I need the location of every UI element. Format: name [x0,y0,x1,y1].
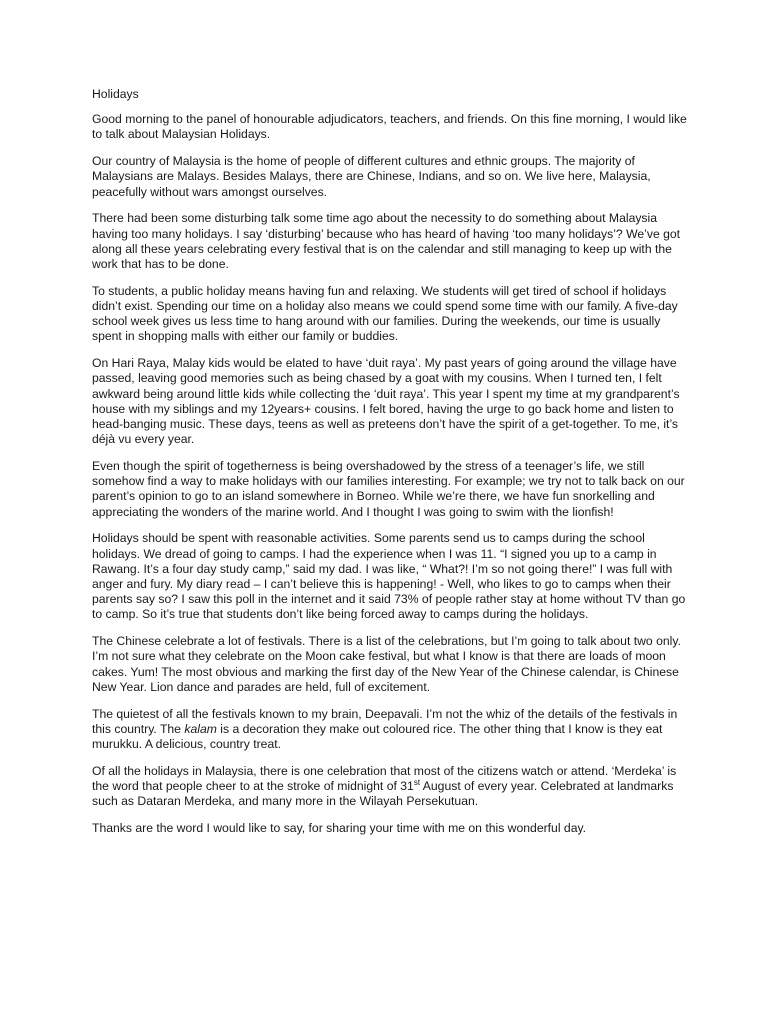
paragraph-hari-raya: On Hari Raya, Malay kids would be elated to have ‘duit raya’. My past years of going around the village have passed, leaving good memories such as being chased by a goat with my cousins. When I turned ten, I felt awkward being around little kids while collecting the ‘duit raya’. This year I spent my time at my grandparent’s house with my siblings and my 12years+ cousins. I felt bored, having the urge to go back home and listen to head-banging music. These days, teens as well as preteens don’t have the spirit of a get-together. To me, it’s déjà vu every year. [92,356,680,447]
paragraph-merdeka [92,764,692,810]
deepavali-text-start: The quietest of all the festivals known to my brain, Deepavali. I’m not the whiz of the details of the festivals in this country. The [92,706,678,736]
paragraph-greeting: Good morning to the panel of honourable adjudicators, teachers, and friends. On this fine morning, I would like to talk about Malaysian Holidays. [92,112,687,142]
paragraph-too-many-holidays: There had been some disturbing talk some time ago about the necessity to do something about Malaysia having too many holidays. I say ‘disturbing’ because who has heard of having ‘too many holidays’? We’ve got along all these years celebrating every festival that is on the calendar and still managing to keep up with the work that has to be done. [92,211,681,272]
paragraph-students: To students, a public holiday means having fun and relaxing. We students will get tired of school if holidays didn’t exist. Spending our time on a holiday also means we could spend some time with our family. A five-day school week gives us less time to hang around with our families. During the weekends, our time is usually spent in shopping malls with either our family or buddies. [92,283,678,344]
paragraph-deepavali [92,707,692,753]
paragraph-chinese-festivals: The Chinese celebrate a lot of festivals. There is a list of the celebrations, but I’m going to talk about two only. I’m not sure what they celebrate on the Moon cake festival, but what I know is that there are loads of moon cakes. Yum! The most obvious and marking the first day of the New Year of the Chinese calendar, is Chinese New Year. Lion dance and parades are held, full of excitement. [92,634,681,694]
ordinal-suffix: st [413,778,421,787]
deepavali-text-end: is a decoration they make out coloured rice. The other thing that I know is they eat murukku. A delicious, country treat. [92,721,663,752]
paragraph-camps: Holidays should be spent with reasonable activities. Some parents send us to camps during the school holidays. We dread of going to camps. I had the experience when I was 11. “I signed you up to a camp in Rawang. It’s a four day study camp,” said my dad. I was like, “ What?! I’m so not going there!” I was full with anger and fury. My diary read – I can’t believe this is happening! - Well, who likes to go to camps when their parents say so? I saw this poll in the internet and it said 73% of people rather stay at home without TV than go to camp. So it’s true that students don’t like being forced away to camps during the holidays. [92,531,686,622]
paragraph-thanks: Thanks are the word I would like to say, for sharing your time with me on this wonderful day. [92,821,587,836]
merdeka-text-end: August of every year. Celebrated at landmarks such as Dataran Merdeka, and many more in the Wilayah Persekutuan. [92,779,674,809]
document-title: Holidays [92,87,139,101]
merdeka-text-start: Of all the holidays in Malaysia, there is one celebration that most of the citizens watch or attend. ‘Merdeka’ is the word that people cheer to at the stroke of midnight of 31 [92,763,677,794]
kalam-word: kalam [184,721,217,736]
document-page [92,87,692,848]
paragraph-country: Our country of Malaysia is the home of people of different cultures and ethnic groups. The majority of Malaysians are Malays. Besides Malays, there are Chinese, Indians, and so on. We live here, Malaysia, peacefully without wars amongst ourselves. [92,154,651,199]
paragraph-togetherness: Even though the spirit of togetherness is being overshadowed by the stress of a teenager’s life, we still somehow find a way to make holidays with our families interesting. For example; we try not to talk back on our parent’s opinion to go to an island somewhere in Borneo. While we’re there, we have fun snorkelling and appreciating the wonders of the marine world. And I thought I was going to swim with the lionfish! [92,459,685,519]
